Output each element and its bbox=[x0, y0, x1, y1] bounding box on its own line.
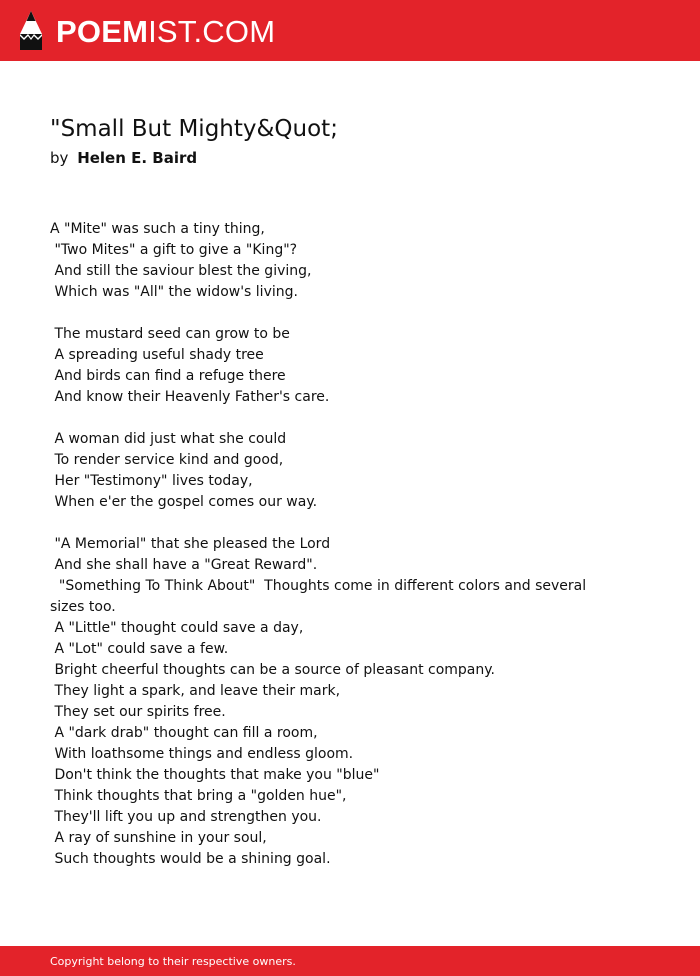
poem-line: Such thoughts would be a shining goal. bbox=[50, 851, 331, 867]
author-name[interactable]: Helen E. Baird bbox=[77, 149, 198, 167]
pencil-tip-icon bbox=[18, 10, 44, 52]
site-logo[interactable] bbox=[18, 9, 275, 53]
poem-line: Don't think the thoughts that make you "blue" bbox=[50, 767, 380, 783]
poem-line: And birds can find a refuge there bbox=[50, 368, 286, 384]
poem-line: They set our spirits free. bbox=[50, 704, 226, 720]
poem-line bbox=[50, 303, 610, 324]
poem-line: And know their Heavenly Father's care. bbox=[50, 389, 330, 405]
poem-line: A spreading useful shady tree bbox=[50, 347, 264, 363]
poem-line: A "dark drab" thought can fill a room, bbox=[50, 725, 318, 741]
poem-line: Her "Testimony" lives today, bbox=[50, 473, 253, 489]
by-label: by bbox=[50, 149, 69, 167]
poem-line: And still the saviour blest the giving, bbox=[50, 263, 312, 279]
logo-light-text: IST.COM bbox=[148, 13, 276, 49]
poem-line: A ray of sunshine in your soul, bbox=[50, 830, 267, 846]
poem-line bbox=[50, 408, 610, 429]
poem-line: Bright cheerful thoughts can be a source of pleasant company. bbox=[50, 662, 495, 678]
poem-line: They'll lift you up and strengthen you. bbox=[50, 809, 322, 825]
poem-line: sizes too. bbox=[50, 599, 116, 615]
footer-bar bbox=[0, 946, 700, 976]
poem-line: With loathsome things and endless gloom. bbox=[50, 746, 354, 762]
top-bar bbox=[0, 0, 700, 61]
poem-line: When e'er the gospel comes our way. bbox=[50, 494, 318, 510]
poem-line: And she shall have a "Great Reward". bbox=[50, 557, 318, 573]
poem-line: "A Memorial" that she pleased the Lord bbox=[50, 536, 331, 552]
logo-wordmark bbox=[56, 13, 276, 49]
byline bbox=[50, 149, 197, 167]
logo-bold-text: POEM bbox=[56, 13, 149, 49]
poem-line: Which was "All" the widow's living. bbox=[50, 284, 298, 300]
poem-line: To render service kind and good, bbox=[50, 452, 284, 468]
poem-line: A "Lot" could save a few. bbox=[50, 641, 229, 657]
poem-line bbox=[50, 513, 610, 534]
poem-line: Think thoughts that bring a "golden hue", bbox=[50, 788, 347, 804]
poem-line: "Something To Think About" Thoughts come in different colors and several bbox=[50, 578, 587, 594]
copyright-text: Copyright belong to their respective owners. bbox=[50, 955, 296, 968]
poem-line: "Two Mites" a gift to give a "King"? bbox=[50, 242, 298, 258]
poem-line: A "Little" thought could save a day, bbox=[50, 620, 304, 636]
poem-line: A woman did just what she could bbox=[50, 431, 287, 447]
poem-title: "Small But Mighty&Quot; bbox=[50, 116, 338, 142]
poem-line: The mustard seed can grow to be bbox=[50, 326, 290, 342]
poem-body bbox=[50, 219, 610, 870]
poem-line: A "Mite" was such a tiny thing, bbox=[50, 221, 265, 237]
poem-line: They light a spark, and leave their mark, bbox=[50, 683, 341, 699]
